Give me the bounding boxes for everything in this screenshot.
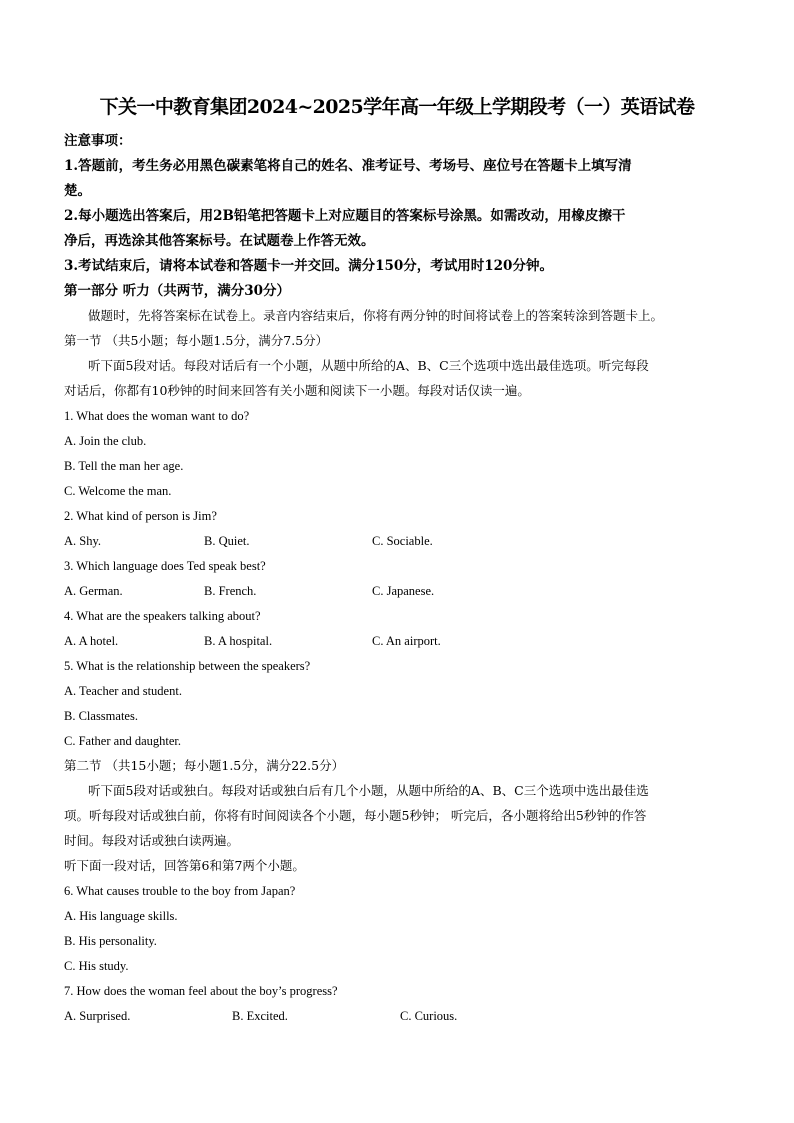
question-2-stem: 2. What kind of person is Jim? xyxy=(64,509,217,523)
question-3-option-b: B. French. xyxy=(204,584,257,598)
section2-heading: 第二节 （共15小题；每小题1.5分，满分22.5分） xyxy=(64,758,345,773)
question-3-option-c: C. Japanese. xyxy=(372,584,435,598)
question-1-option-c: C. Welcome the man. xyxy=(64,484,172,498)
notice-heading: 注意事项： xyxy=(64,133,132,149)
question-5-option-c: C. Father and daughter. xyxy=(64,734,181,748)
question-2-option-b: B. Quiet. xyxy=(204,534,250,548)
question-6-stem: 6. What causes trouble to the boy from Japan? xyxy=(64,884,296,898)
question-6-option-b: B. His personality. xyxy=(64,934,157,948)
question-1-option-a: A. Join the club. xyxy=(64,434,147,448)
group-6-7-instruction: 听下面一段对话，回答第6和第7两个小题。 xyxy=(64,858,305,873)
notice-item-1-line-2: 楚。 xyxy=(64,183,91,199)
question-7-stem: 7. How does the woman feel about the boy’s progress? xyxy=(64,984,338,998)
section1-instruction-line-2: 对话后，你都有10秒钟的时间来回答有关小题和阅读下一小题。每段对话仅读一遍。 xyxy=(64,383,530,398)
notice-item-2-line-1: 2.每小题选出答案后，用2B铅笔把答题卡上对应题目的答案标号涂黑。如需改动，用橡皮擦干 xyxy=(64,208,626,224)
question-1-option-b: B. Tell the man her age. xyxy=(64,459,184,473)
part1-instruction: 做题时，先将答案标在试卷上。录音内容结束后，你将有两分钟的时间将试卷上的答案转涂到答题卡上。 xyxy=(88,308,664,323)
question-5-stem: 5. What is the relationship between the speakers? xyxy=(64,659,311,673)
question-3-option-a: A. German. xyxy=(64,584,123,598)
question-4-option-c: C. An airport. xyxy=(372,634,441,648)
exam-title: 下关一中教育集团2024~2025学年高一年级上学期段考（一）英语试卷 xyxy=(99,96,695,118)
question-6-option-a: A. His language skills. xyxy=(64,909,178,923)
question-4-option-b: B. A hospital. xyxy=(204,634,273,648)
section2-instruction-line-3: 时间。每段对话或独白读两遍。 xyxy=(64,833,240,848)
question-4-option-a: A. A hotel. xyxy=(64,634,119,648)
question-5-option-b: B. Classmates. xyxy=(64,709,138,723)
question-1-stem: 1. What does the woman want to do? xyxy=(64,409,250,423)
notice-item-1-line-1: 1.答题前，考生务必用黑色碳素笔将自己的姓名、准考证号、考场号、座位号在答题卡上填写清 xyxy=(64,158,632,174)
question-7-option-b: B. Excited. xyxy=(232,1009,288,1023)
section1-heading: 第一节 （共5小题；每小题1.5分，满分7.5分） xyxy=(64,333,329,348)
question-6-option-c: C. His study. xyxy=(64,959,129,973)
section2-instruction-line-2: 项。听每段对话或独白前，你将有时间阅读各个小题，每小题5秒钟； 听完后，各小题将给出5秒钟的作答 xyxy=(64,808,647,823)
section1-instruction-line-1: 听下面5段对话。每段对话后有一个小题，从题中所给的A、B、C三个选项中选出最佳选项。听完每段 xyxy=(88,358,649,373)
question-7-option-a: A. Surprised. xyxy=(64,1009,131,1023)
question-7-option-c: C. Curious. xyxy=(400,1009,458,1023)
question-5-option-a: A. Teacher and student. xyxy=(64,684,182,698)
question-4-stem: 4. What are the speakers talking about? xyxy=(64,609,261,623)
question-2-option-c: C. Sociable. xyxy=(372,534,433,548)
notice-item-2-line-2: 净后，再选涂其他答案标号。在试题卷上作答无效。 xyxy=(64,233,375,249)
notice-item-3: 3.考试结束后，请将本试卷和答题卡一并交回。满分150分，考试用时120分钟。 xyxy=(64,258,553,274)
part1-heading: 第一部分 听力（共两节，满分30分） xyxy=(64,283,290,299)
section2-instruction-line-1: 听下面5段对话或独白。每段对话或独白后有几个小题，从题中所给的A、B、C三个选项中选出最佳选 xyxy=(88,783,649,798)
question-2-option-a: A. Shy. xyxy=(64,534,102,548)
question-3-stem: 3. Which language does Ted speak best? xyxy=(64,559,266,573)
